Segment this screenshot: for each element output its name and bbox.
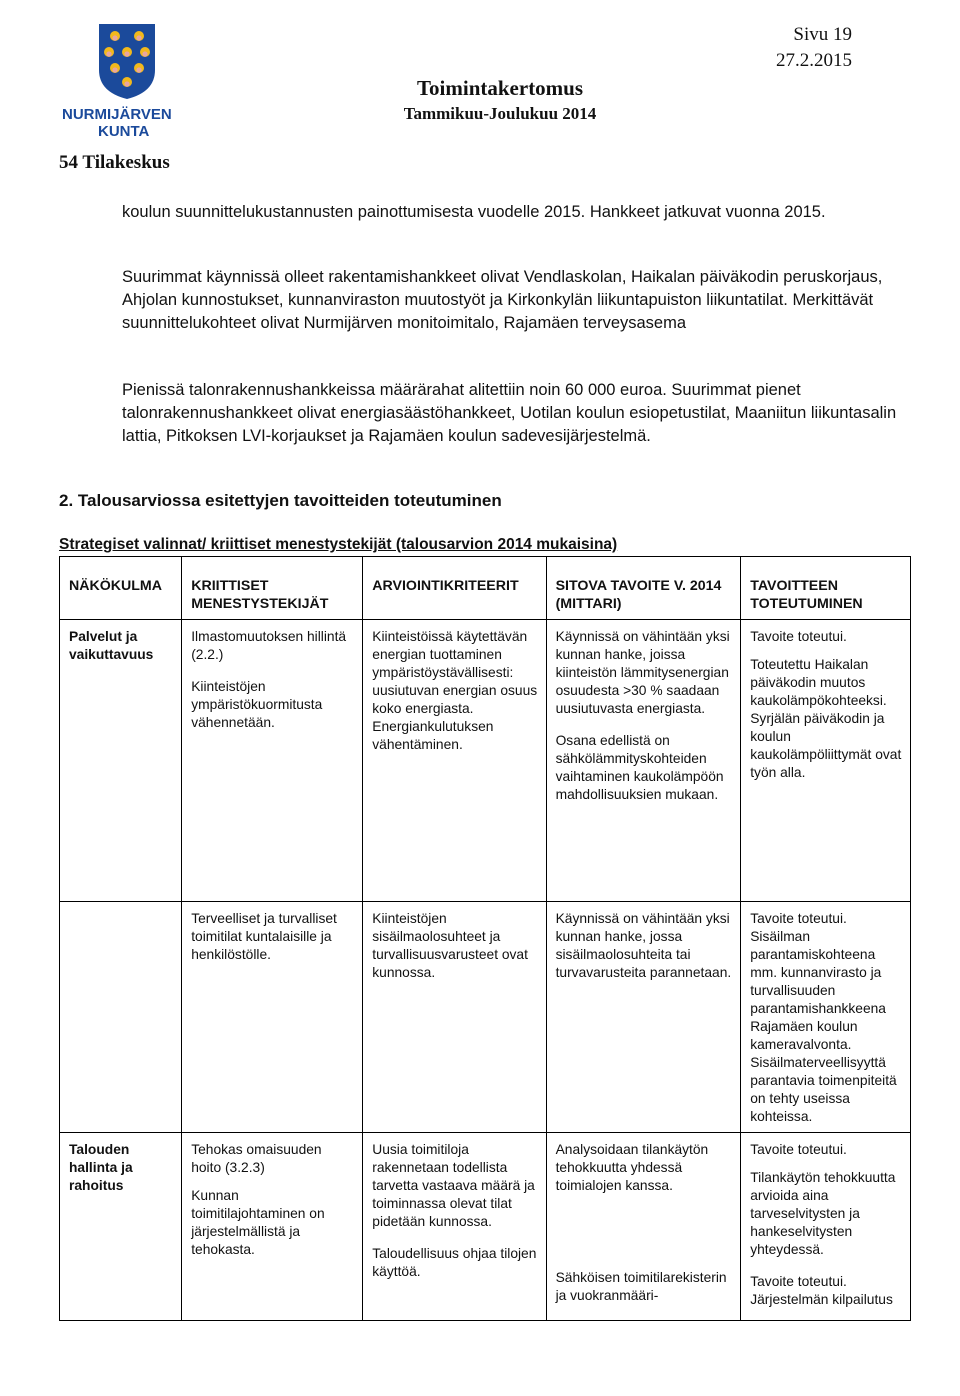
- paragraph-1: koulun suunnittelukustannusten painottumisesta vuodelle 2015. Hankkeet jatkuvat vuonna 2015.: [122, 203, 826, 221]
- logo-wordmark: [62, 106, 192, 140]
- cell-factors: [182, 1133, 363, 1321]
- factor-text: Kiinteistöjen ympäristökuormitusta vähennetään.: [191, 679, 323, 730]
- paragraph-2: Suurimmat käynnissä olleet rakentamishankkeet olivat Vendlaskolan, Haikalan päiväkodin peruskorjaus, Ahjolan kunnostukset, kunnanviraston muutostyöt ja Kirkonkylän liikuntapuiston liikuntatilat. Merkittävät suunnittelukohteet olivat Nurmijärven monitoimitalo, Rajamäen terveysasema: [122, 268, 883, 332]
- cell-perspective: [60, 902, 182, 1133]
- table-row: [60, 620, 911, 902]
- outcome-text: Tavoite toteutui. Järjestelmän kilpailutus: [750, 1274, 893, 1307]
- document-period: Tammikuu-Joulukuu 2014: [403, 104, 597, 123]
- target-text: Osana edellistä on sähkölämmityskohteiden vaihtaminen kaukolämpöön mahdollisuuksien mukaan.: [555, 733, 724, 802]
- cell-perspective: [60, 1133, 182, 1321]
- document-title: Toimintakertomus: [416, 76, 584, 100]
- header-factors: KRIITTISET MENESTYSTEKIJÄT: [182, 557, 363, 620]
- perspective-label: Palvelut ja vaikuttavuus: [69, 629, 154, 662]
- factor-text: Ilmastomuutoksen hillintä (2.2.): [191, 629, 347, 662]
- target-text: Analysoidaan tilankäytön tehokkuutta yhdessä toimialojen kanssa.: [555, 1142, 709, 1193]
- header-target: SITOVA TAVOITE V. 2014 (MITTARI): [546, 557, 741, 620]
- paragraph-3: Pienissä talonrakennushankkeissa määrärahat alitettiin noin 60 000 euroa. Suurimmat pienet talonrakennushankkeet olivat energiasäästöhankkeet, Uotilan koulun esiopetustilat, Maaniitun liikuntasalin lattia, Pitkoksen LVI-korjaukset ja Rajamäen koulun sadevesijärjestelmä.: [122, 381, 897, 445]
- cell-perspective: [60, 620, 182, 902]
- section-code: 54 Tilakeskus: [59, 152, 170, 173]
- criteria-text: Uusia toimitiloja rakennetaan todellista tarvetta vastaava määrä ja toiminnassa olevat tilat pidetään kunnossa.: [372, 1142, 535, 1229]
- logo-line-2: KUNTA: [98, 123, 150, 140]
- page-date: 27.2.2015: [776, 50, 852, 71]
- cell-factors: [182, 620, 363, 902]
- municipality-logo: [62, 22, 192, 152]
- coat-of-arms-icon: [97, 22, 157, 100]
- factor-text: Tehokas omaisuuden hoito (3.2.3): [191, 1142, 322, 1175]
- criteria-text: Taloudellisuus ohjaa tilojen käyttöä.: [372, 1246, 537, 1279]
- outcome-text: Tavoite toteutui.: [750, 629, 847, 644]
- header-outcome: TAVOITTEEN TOTEUTUMINEN: [741, 557, 911, 620]
- outcome-text: Toteutettu Haikalan päiväkodin muutos kaukolämpökohteeksi. Syrjälän päiväkodin ja koulun kaukolämpöliittymät ovat työn alla.: [750, 657, 902, 780]
- table-row: [60, 1133, 911, 1321]
- cell-target: [546, 620, 741, 902]
- cell-target: [546, 1133, 741, 1321]
- cell-target: Käynnissä on vähintään yksi kunnan hanke, jossa sisäilmaolosuhteita tai turvavarusteita parannetaan.: [546, 902, 741, 1133]
- cell-outcome: [741, 620, 911, 902]
- factor-text: Kunnan toimitilajohtaminen on järjestelmällistä ja tehokasta.: [191, 1188, 325, 1257]
- logo-line-1: NURMIJÄRVEN: [62, 106, 172, 123]
- section-heading: 2. Talousarviossa esitettyjen tavoitteiden toteutuminen: [59, 491, 502, 510]
- page-number: Sivu 19: [793, 24, 852, 45]
- goals-table: [59, 556, 911, 1321]
- perspective-label: Talouden hallinta ja rahoitus: [69, 1142, 133, 1193]
- table-subheading: Strategiset valinnat/ kriittiset menestystekijät (talousarvion 2014 mukaisina): [59, 536, 618, 553]
- target-text: Käynnissä on vähintään yksi kunnan hanke, joissa kiinteistön lämmitysenergian osuudesta >30 % saadaan uusiutuvasta energiasta.: [555, 629, 730, 716]
- cell-criteria: Kiinteistöjen sisäilmaolosuhteet ja turvallisuusvarusteet ovat kunnossa.: [363, 902, 546, 1133]
- outcome-text: Tilankäytön tehokkuutta arvioida aina tarveselvitysten ja hankeselvitysten yhteydessä.: [750, 1170, 896, 1257]
- target-text: Sähköisen toimitilarekisterin ja vuokranmääri-: [555, 1270, 727, 1303]
- cell-factors: Terveelliset ja turvalliset toimitilat kuntalaisille ja henkilöstölle.: [182, 902, 363, 1133]
- outcome-text: Tavoite toteutui.: [750, 1142, 847, 1157]
- table-header-row: [60, 557, 911, 620]
- header-criteria: ARVIOINTIKRITEERIT: [363, 557, 546, 620]
- header-perspective: NÄKÖKULMA: [60, 557, 182, 620]
- cell-outcome: Tavoite toteutui. Sisäilman parantamiskohteena mm. kunnanvirasto ja turvallisuuden parantamishankkeena Rajamäen koulun kameravalvonta. Sisäilmaterveellisyyttä parantavia toimenpiteitä on tehty useissa kohteissa.: [741, 902, 911, 1133]
- table-row: [60, 902, 911, 1133]
- cell-criteria: Kiinteistöissä käytettävän energian tuottaminen ympäristöystävällisesti: uusiutuvan energian osuus koko energiasta. Energiankulutuksen vähentäminen.: [363, 620, 546, 902]
- cell-outcome: [741, 1133, 911, 1321]
- cell-criteria: [363, 1133, 546, 1321]
